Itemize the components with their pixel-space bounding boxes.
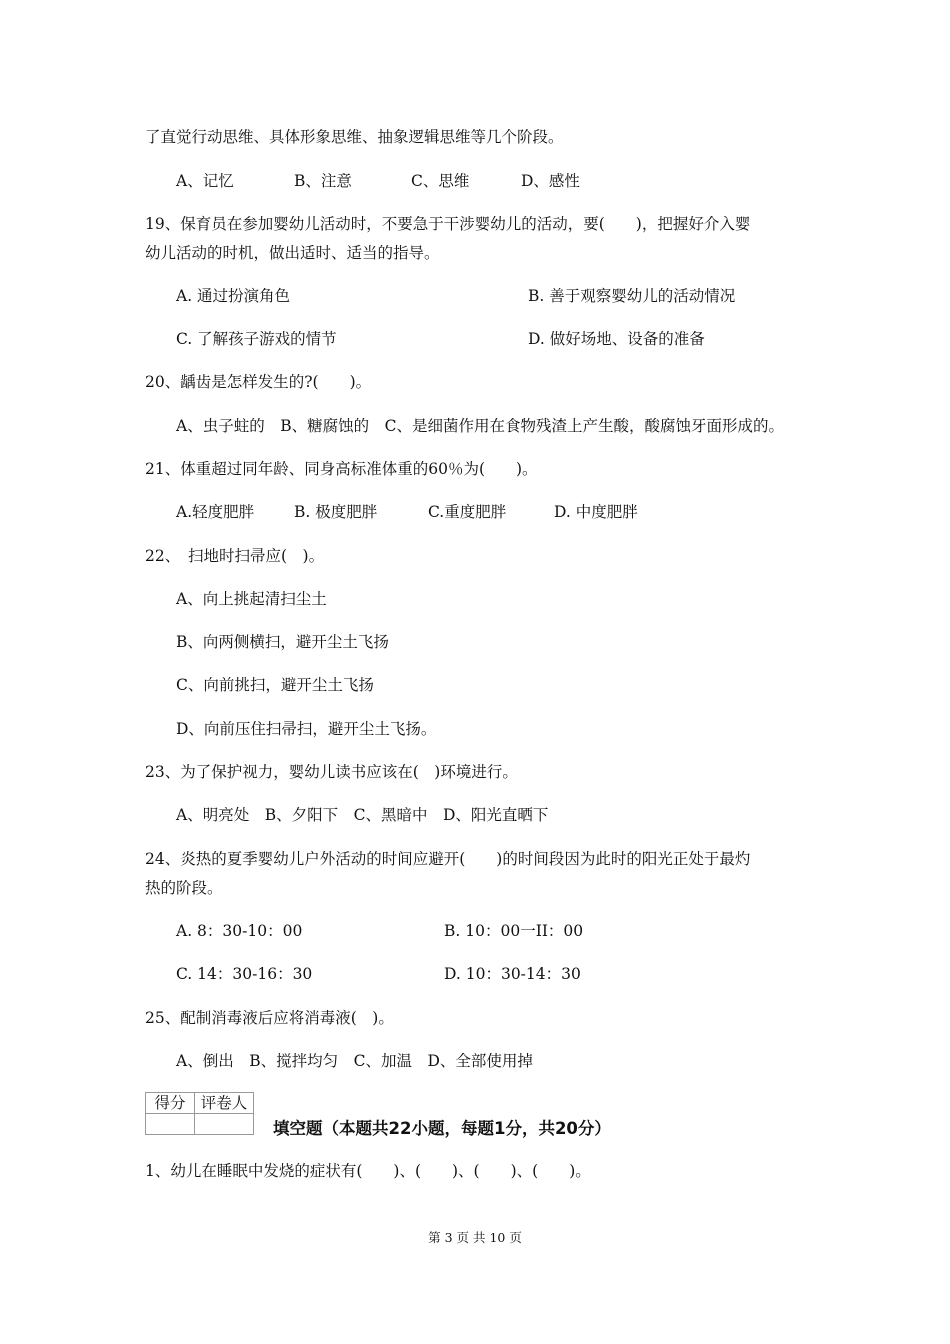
q21-option-d: D. 中度肥胖	[554, 503, 638, 521]
q22-option-a: A、向上挑起清扫尘土	[176, 590, 327, 608]
fill-question-1: 1、幼儿在睡眠中发烧的症状有( )、( )、( )、( )。	[145, 1162, 591, 1180]
q20-options: A、虫子蛀的 B、糖腐蚀的 C、是细菌作用在食物残渣上产生酸，酸腐蚀牙面形成的。	[176, 417, 784, 435]
section-title: 填空题（本题共22小题，每题1分，共20分）	[273, 1119, 611, 1138]
q19-line1: 19、保育员在参加婴幼儿活动时，不要急于干涉婴幼儿的活动，要( )，把握好介入婴	[145, 215, 751, 233]
page-footer: 第 3 页 共 10 页	[428, 1230, 522, 1245]
q24-option-b: B. 10：00一II：00	[444, 922, 584, 940]
q23-options: A、明亮处 B、夕阳下 C、黑暗中 D、阳光直晒下	[176, 806, 549, 824]
grader-label: 评卷人	[195, 1093, 254, 1114]
q20-question: 20、龋齿是怎样发生的?( )。	[145, 373, 372, 391]
q18-option-c: C、思维	[411, 172, 470, 190]
q19-option-b: B. 善于观察婴幼儿的活动情况	[528, 287, 736, 305]
q19-option-d: D. 做好场地、设备的准备	[528, 330, 705, 348]
q21-question: 21、体重超过同年龄、同身高标准体重的60％为( )。	[145, 460, 538, 478]
q22-option-b: B、向两侧横扫，避开尘土飞扬	[176, 633, 389, 651]
q22-option-c: C、向前挑扫，避开尘土飞扬	[176, 676, 374, 694]
q24-option-a: A. 8：30-10：00	[176, 922, 303, 940]
q18-option-b: B、注意	[294, 172, 352, 190]
score-label: 得分	[146, 1093, 195, 1114]
q18-continuation: 了直觉行动思维、具体形象思维、抽象逻辑思维等几个阶段。	[145, 128, 564, 146]
q25-question: 25、配制消毒液后应将消毒液( )。	[145, 1009, 394, 1027]
q24-line1: 24、炎热的夏季婴幼儿户外活动的时间应避开( )的时间段因为此时的阳光正处于最灼	[145, 850, 751, 868]
q24-option-d: D. 10：30-14：30	[444, 965, 581, 983]
q24-line2: 热的阶段。	[145, 879, 223, 897]
q19-option-a: A. 通过扮演角色	[176, 287, 291, 305]
score-cell	[146, 1114, 195, 1135]
q25-options: A、倒出 B、搅拌均匀 C、加温 D、全部使用掉	[176, 1052, 533, 1070]
q22-option-d: D、向前压住扫帚扫，避开尘土飞扬。	[176, 720, 437, 738]
q21-option-b: B. 极度肥胖	[294, 503, 378, 521]
score-box	[145, 1092, 254, 1135]
q22-question: 22、 扫地时扫帚应( )。	[145, 547, 325, 565]
q24-option-c: C. 14：30-16：30	[176, 965, 313, 983]
q21-option-c: C.重度肥胖	[428, 503, 507, 521]
q23-question: 23、为了保护视力，婴幼儿读书应该在( )环境进行。	[145, 763, 518, 781]
q18-option-d: D、感性	[521, 172, 580, 190]
q18-option-a: A、记忆	[176, 172, 234, 190]
q21-option-a: A.轻度肥胖	[176, 503, 255, 521]
q19-line2: 幼儿活动的时机，做出适时、适当的指导。	[145, 244, 440, 262]
q19-option-c: C. 了解孩子游戏的情节	[176, 330, 337, 348]
grader-cell	[195, 1114, 254, 1135]
